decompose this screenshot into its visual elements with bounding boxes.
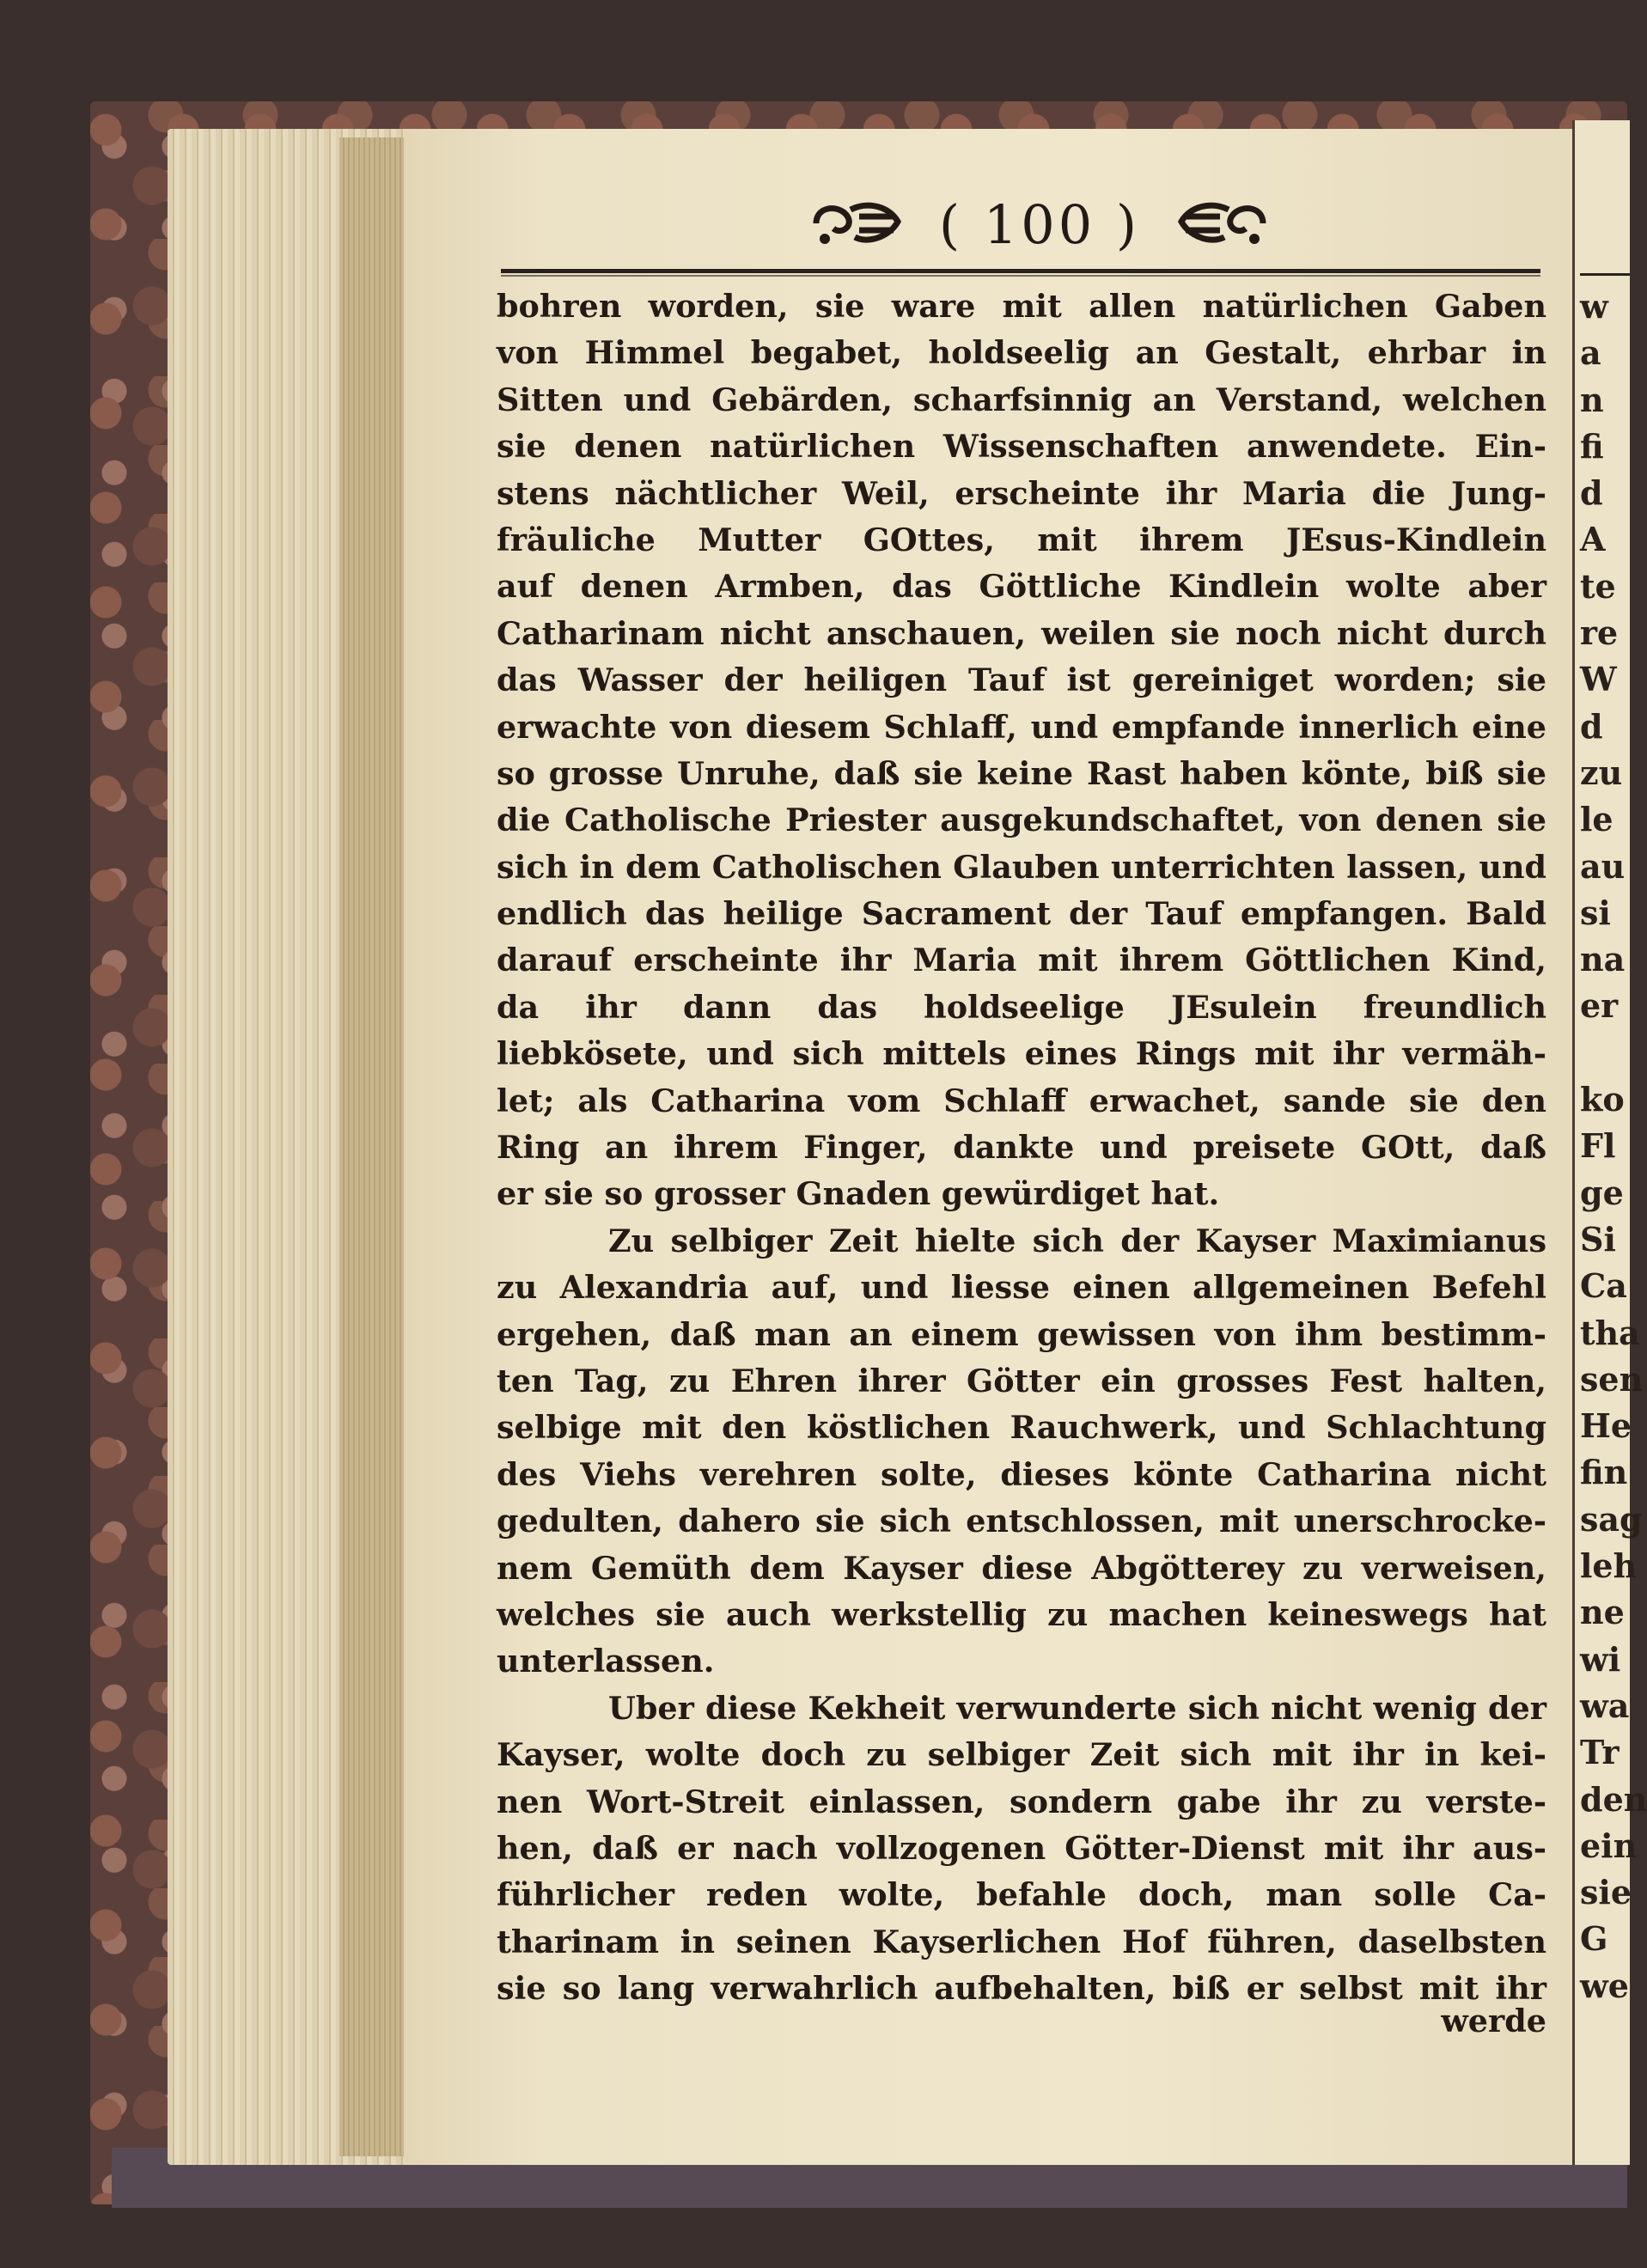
right-page-fragment: te (1580, 566, 1616, 606)
right-page-fragment: d (1580, 473, 1603, 513)
right-page-fragment: le (1580, 800, 1613, 839)
right-page-fragment: si (1580, 893, 1611, 932)
text-line: das Wasser der heiligen Tauf ist gereiniget worden; sie (497, 662, 1546, 699)
text-line: sie denen natürlichen Wissenschaften anwendete. Ein- (497, 428, 1546, 466)
right-page-fragment: leh (1580, 1546, 1638, 1586)
text-line: da ihr dann das holdseelige JEsulein freundlich (497, 988, 1546, 1026)
right-page-fragment: w (1580, 287, 1608, 326)
right-page-fragment: sen (1580, 1359, 1644, 1399)
right-page-fragment: fi (1580, 426, 1604, 466)
text-line: er sie so grosser Gnaden gewürdiget hat. (497, 1175, 1220, 1213)
text-line: auf denen Armben, das Göttliche Kindlein wolte aber (497, 568, 1546, 606)
text-line: Kayser, wolte doch zu selbiger Zeit sich mit ihr in kei- (497, 1736, 1546, 1774)
text-line: nem Gemüth dem Kayser diese Abgötterey zu verweisen, (497, 1549, 1546, 1587)
right-page-fragment: W (1580, 660, 1617, 699)
text-line: Uber diese Kekheit verwunderte sich nicht wenig der (608, 1689, 1546, 1727)
right-page-fragment: ne (1580, 1593, 1625, 1632)
text-line: bohren worden, sie ware mit allen natürlichen Gaben (497, 288, 1546, 325)
text-line: tharinam in seinen Kayserlichen Hof führen, daselbsten (497, 1923, 1546, 1960)
right-page-fragment: G (1580, 1919, 1608, 1959)
right-page-fragment: tha (1580, 1313, 1640, 1352)
text-line: führlicher reden wolte, befahle doch, man solle Ca- (497, 1876, 1546, 1914)
text-line: let; als Catharina vom Schlaff erwachet, sande sie den (497, 1082, 1546, 1119)
text-line: sich in dem Catholischen Glauben unterrichten lassen, und (497, 848, 1546, 886)
right-page-fragment: au (1580, 846, 1626, 886)
right-page-fragment: re (1580, 613, 1619, 653)
right-page-fragment: Fl (1580, 1126, 1616, 1166)
right-page-rule (1580, 273, 1630, 276)
text-line: endlich das heilige Sacrament der Tauf empfangen. Bald (497, 895, 1546, 933)
text-line: Zu selbiger Zeit hielte sich der Kayser Maximianus (608, 1222, 1546, 1259)
right-page-fragment (1575, 1030, 1647, 1076)
right-page-fragment: n (1580, 380, 1604, 419)
page-edges-inner (339, 137, 408, 2156)
text-line: so grosse Unruhe, daß sie keine Rast haben könte, biß sie (497, 754, 1546, 792)
text-line: selbige mit den köstlichen Rauchwerk, und Schlachtung (497, 1409, 1546, 1447)
right-page-fragment: A (1580, 520, 1606, 559)
right-ornament-icon (1173, 198, 1272, 249)
text-line: liebkösete, und sich mittels eines Rings mit ihr vermäh- (497, 1035, 1546, 1073)
right-page-fragment: sie (1580, 1873, 1632, 1912)
right-page-fragments (1575, 284, 1647, 2009)
right-page-edge (1572, 120, 1647, 2165)
right-page-fragment: we (1580, 1966, 1629, 2005)
right-page-fragment: d (1580, 706, 1603, 746)
text-line: die Catholische Priester ausgekundschaftet, von denen sie (497, 802, 1546, 839)
text-line: sie so lang verwahrlich aufbehalten, biß er selbst mit ihr (497, 1970, 1546, 2008)
text-line: Ring an ihrem Finger, dankte und preisete GOtt, daß (497, 1129, 1546, 1167)
text-line: welches sie auch werkstellig zu machen keineswegs hat (497, 1595, 1546, 1633)
right-page-fragment: ein (1580, 1826, 1638, 1865)
right-page-fragment: Si (1580, 1219, 1616, 1259)
right-page-fragment: den (1580, 1779, 1647, 1819)
right-page-fragment: zu (1580, 753, 1623, 792)
text-line: stens nächtlicher Weil, erscheinte ihr Maria die Jung- (497, 474, 1546, 512)
page-number: ( 100 ) (938, 193, 1141, 256)
right-page-fragment: Ca (1580, 1266, 1627, 1306)
text-line: ten Tag, zu Ehren ihrer Götter ein grosses Fest halten, (497, 1362, 1546, 1399)
header-rule (501, 269, 1540, 273)
text-line: Catharinam nicht anschauen, weilen sie noch nicht durch (497, 614, 1546, 652)
body-text (497, 284, 1546, 2012)
right-page-fragment: wa (1580, 1686, 1630, 1725)
text-line: nen Wort-Streit einlassen, sondern gabe ihr zu verste- (497, 1783, 1546, 1820)
text-line: darauf erscheinte ihr Maria mit ihrem Göttlichen Kind, (497, 942, 1546, 979)
text-line: des Viehs verehren solte, dieses könte Catharina nicht (497, 1455, 1546, 1493)
text-line: zu Alexandria auf, und liesse einen allgemeinen Befehl (497, 1269, 1546, 1307)
right-page-fragment: na (1580, 940, 1626, 979)
text-line: ergehen, daß man an einem gewissen von ihm bestimm- (497, 1315, 1546, 1353)
text-line: von Himmel begabet, holdseelig an Gestalt, ehrbar in (497, 334, 1546, 372)
right-page-fragment: fin (1580, 1453, 1628, 1492)
text-line: hen, daß er nach vollzogenen Götter-Dienst mit ihr aus- (497, 1829, 1546, 1867)
left-ornament-icon (808, 198, 906, 249)
text-line: erwachte von diesem Schlaff, und empfande innerlich eine (497, 708, 1546, 746)
right-page-fragment: wi (1580, 1639, 1621, 1679)
right-page-fragment: Tr (1580, 1733, 1620, 1772)
catchword: werde (1441, 2003, 1546, 2039)
right-page-fragment: He (1580, 1406, 1632, 1446)
right-page-fragment: sag (1580, 1499, 1643, 1539)
text-line: gedulten, dahero sie sich entschlossen, mit unerschrocke- (497, 1503, 1546, 1540)
right-page-fragment: er (1580, 986, 1619, 1026)
header-rule-thin (501, 275, 1540, 277)
right-page-fragment: a (1580, 333, 1601, 373)
page-header (808, 191, 1272, 259)
right-page-fragment: ko (1580, 1080, 1625, 1119)
text-line: unterlassen. (497, 1643, 715, 1680)
right-page-fragment: ge (1580, 1173, 1624, 1212)
text-line: Sitten und Gebärden, scharfsinnig an Verstand, welchen (497, 381, 1546, 418)
text-line: fräuliche Mutter GOttes, mit ihrem JEsus-Kindlein (497, 521, 1546, 558)
